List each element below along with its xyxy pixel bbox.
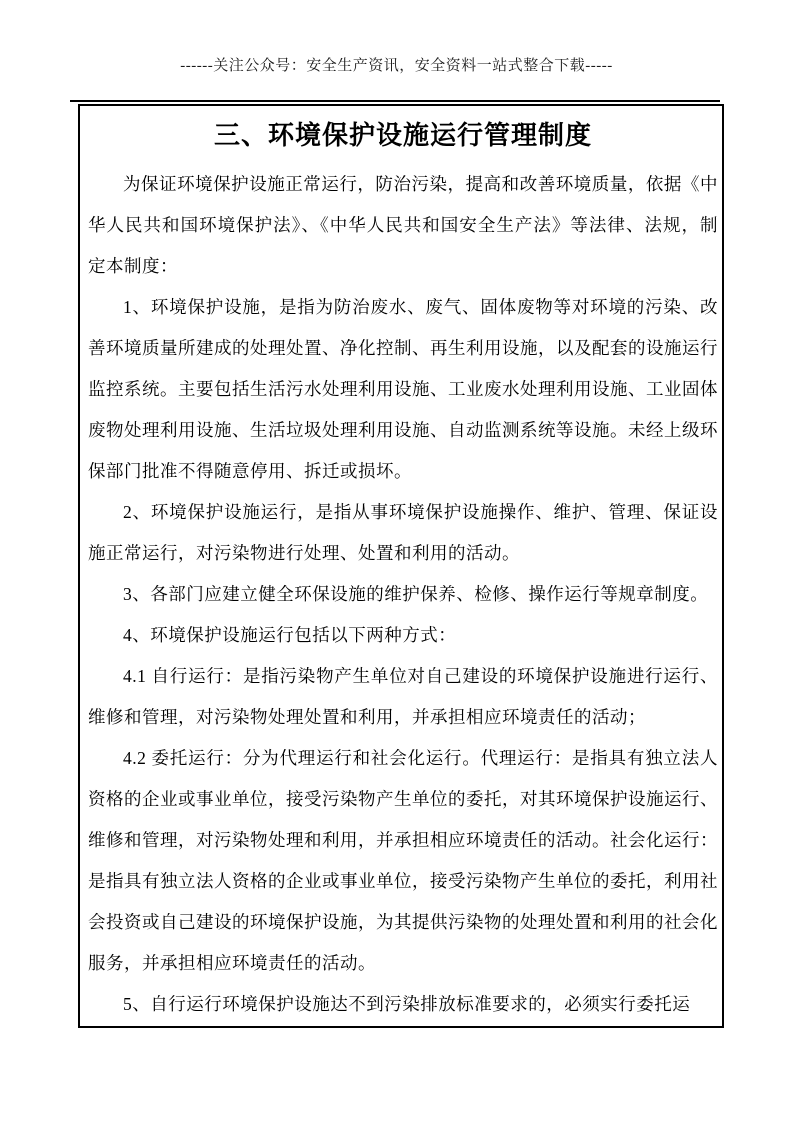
doc-paragraph-item-3: 3、各部门应建立健全环保设施的维护保养、检修、操作运行等规章制度。 <box>123 584 709 604</box>
doc-paragraph-item-4-1: 4.1 自行运行：是指污染物产生单位对自己建设的环境保护设施进行运行、维修和管理，对污染物处理处置和利用，并承担相应环境责任的活动； <box>88 666 718 727</box>
document-title: 三、环境保护设施运行管理制度 <box>213 121 592 150</box>
doc-paragraph-item-2: 2、环境保护设施运行，是指从事环境保护设施操作、维护、管理、保证设施正常运行，对污染物进行处理、处置和利用的活动。 <box>88 502 718 563</box>
top-border-rule <box>70 100 720 102</box>
doc-paragraph-item-1: 1、环境保护设施，是指为防治废水、废气、固体废物等对环境的污染、改善环境质量所建成的处理处置、净化控制、再生利用设施，以及配套的设施运行监控系统。主要包括生活污水处理利用设施、工业废水处理利用设施、工业固体废物处理利用设施、生活垃圾处理利用设施、自动监测系统等设施。未经上级环保部门批准不得随意停用、拆迁或损坏。 <box>88 297 718 481</box>
doc-paragraph-item-4-2: 4.2 委托运行：分为代理运行和社会化运行。代理运行：是指具有独立法人资格的企业或事业单位，接受污染物产生单位的委托，对其环境保护设施运行、维修和管理，对污染物处理和利用，并承担相应环境责任的活动。社会化运行：是指具有独立法人资格的企业或事业单位，接受污染物产生单位的委托，利用社会投资或自己建设的环境保护设施，为其提供污染物的处理处置和利用的社会化服务，并承担相应环境责任的活动。 <box>88 748 718 973</box>
document-frame <box>78 104 724 1028</box>
promo-header-text: ------关注公众号：安全生产资讯，安全资料一站式整合下载----- <box>180 58 613 74</box>
doc-paragraph-intro: 为保证环境保护设施正常运行，防治污染，提高和改善环境质量，依据《中华人民共和国环境保护法》、《中华人民共和国安全生产法》等法律、法规，制定本制度： <box>88 174 718 276</box>
doc-paragraph-item-5: 5、自行运行环境保护设施达不到污染排放标准要求的，必须实行委托运 <box>123 994 691 1014</box>
doc-paragraph-item-4: 4、环境保护设施运行包括以下两种方式： <box>123 625 457 645</box>
